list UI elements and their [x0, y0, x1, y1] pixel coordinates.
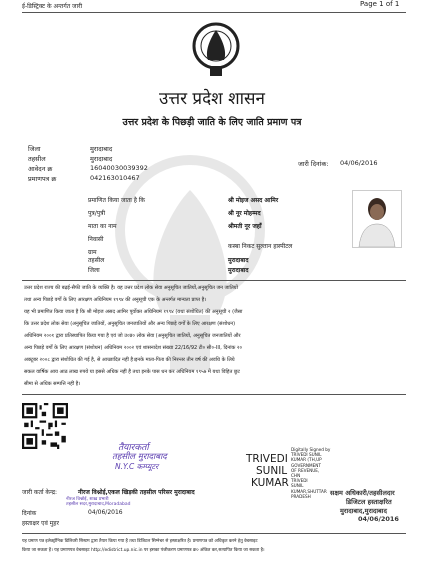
district-value: मुरादाबाद: [90, 145, 113, 153]
header-title: उत्तर प्रदेश शासन: [159, 89, 265, 109]
cert-no-value: 042163010467: [90, 174, 140, 182]
signer-name-line: TRIVEDI: [246, 453, 288, 465]
issuer-value: नीरज विश्नोई,एकल खिड़की तहसील परिसर मुरादाबाद: [78, 489, 195, 496]
body-line: उत्तर प्रदेश राज्य की बढ़ई-सैफी जाति के व्यक्ति है। यह उत्तर प्रदेश लोक सेवा अनुसूचित जातियों,अनुसूचित जन जातियों: [24, 285, 238, 291]
tehsil-stamp: तहसील मुरादाबाद: [112, 452, 167, 462]
detail-value: श्री नूर मोहम्मद: [228, 210, 261, 217]
sign-seal-label: हस्ताक्षर एवं मुहर: [22, 520, 59, 527]
app-no-value: 16040030039392: [90, 164, 148, 172]
issuer-sub: नीरज विश्नोई, शाख़ प्रभारी: [66, 497, 109, 502]
prepared-by-stamp: तैयारकर्ता: [118, 443, 149, 453]
body-line: सकल वार्षिक आय आठ लाख रुपये या इससे अधिक नहीं है तथा इनके पास धन कर अधिनियम १९५७ में यथा विहित छूट: [24, 369, 240, 375]
top-rule: [22, 12, 406, 13]
issue-date-label: जारी दिनांक:: [298, 160, 329, 168]
authority-stamp-line: मुरादाबाद,मुरादाबाद: [340, 507, 387, 515]
body-line: कि उत्तर प्रदेश लोक सेवा (अनुसूचित जातियों, अनुसूचित जनजातियों और अन्य पिछड़े वर्गों के लिए आरक्षण (संशोधन): [24, 321, 236, 327]
app-no-label: आवेदन क्र: [28, 165, 53, 173]
authority-stamp: सक्षम अधिकारी/तहसीलदार: [330, 489, 395, 497]
page-number: Page 1 of 1: [360, 0, 400, 8]
footer-rule: [22, 533, 406, 534]
signature-details: Digitally Signed by TRIVEDI SUNIL KUMAR (TH,UP GOVERNMENT OF REVENUE, CHN TRIVEDI SUNIL KUMAR,SHUTTAR PRADESH: [291, 447, 331, 499]
issuer-label: जारी कर्ता केन्द्र:: [22, 489, 58, 496]
section-rule: [22, 280, 406, 281]
detail-label: तहसील: [88, 257, 105, 264]
bottom-note: किया जा सकता है। यह प्रमाणपत्र वेबसाइट http://edistrict.up.nic.in पर इसका पंजीकरण प्रमाणपत्र क्र० अंकित कर,सत्यापित किया जा सकता है।: [22, 548, 265, 553]
body-line: अन्य पिछड़े वर्गों के लिए आरक्षण (संशोधन) अधिनियम २००२ एवं शासनादेश संख्या 22/16/92 टी० सी०-III, दिनांक २०: [24, 345, 243, 351]
body-line: यह भी प्रमाणित किया जाता है कि श्री मोइज असद आमिर पूर्वोक्त अधिनियम १९९४ (यथा संशोधित) की अनुसूची २ (जैसा: [24, 309, 243, 315]
detail-value: मुरादाबाद: [228, 257, 249, 264]
date-label: दिनांक: [22, 510, 37, 517]
person-icon: [353, 191, 401, 247]
detail-value: मुरादाबाद: [228, 267, 249, 274]
applicant-photo: [352, 190, 402, 248]
cert-no-label: प्रमाणपत्र क्र: [28, 175, 57, 183]
body-line: सीमा से अधिक सम्पत्ति नहीं है।: [24, 381, 81, 387]
signer-name-line: SUNIL: [256, 465, 288, 477]
detail-label: माता का नाम: [88, 223, 117, 230]
detail-label: पुत्र/पुत्री: [88, 210, 106, 217]
edistrict-note: ई-डिस्ट्रिक्ट के अन्तर्गत जारी: [22, 3, 83, 10]
body-line: अक्टूबर २००८ द्वारा संशोधित की गई है, से आच्छादित नहीं है।इनके माता-पिता की निरन्तर तीन वर्ष की अवधि के लिये: [24, 357, 235, 363]
bottom-note: यह प्रमाण पत्र इलेक्ट्रॉनिक डिलिवरी सिस्टम द्वारा तैयार किया गया है तथा डिजिटल सिग्नेचर से हस्ताक्षरित है। प्रमाणपत्र को अधिकृत करने हेतु वेबसाइट: [22, 539, 258, 544]
body-line: अधिनियम २००१ द्वारा प्रतिस्थापित किया गया है एवं जो उ०प्र० लोक सेवा (अनुसूचित जातियों, अनुसूचित जनजातियों और: [24, 333, 241, 339]
computer-stamp: N.Y.C कम्प्यूटर: [115, 462, 159, 471]
qr-code: [22, 403, 68, 449]
up-emblem: [190, 20, 242, 78]
body-line: तथा अन्य पिछड़े वर्गों के लिए आरक्षण अधिनियम १९९४ की अनुसूची एक के अन्तर्गत मान्यता प्राप्त है।: [24, 297, 207, 303]
detail-value: श्रीमती नूर जहाँ: [228, 223, 262, 230]
authority-date: 04/06/2016: [358, 515, 399, 523]
detail-label: निवासी: [88, 236, 104, 243]
section-rule: [22, 394, 406, 395]
tehsil-value: मुरादाबाद: [90, 155, 113, 163]
detail-value: कस्बा निकट सुल्तान हास्पीटल: [228, 243, 293, 250]
detail-label: जिला: [88, 267, 100, 274]
issuer-sub: तहसील सदर,मुरादाबाद,Moradabad: [66, 502, 131, 507]
signer-name-line: KUMAR: [251, 477, 289, 489]
issue-date-value: 04/06/2016: [340, 159, 378, 167]
date-value: 04/06/2016: [88, 509, 123, 516]
district-label: जिला: [28, 145, 41, 153]
header-subtitle: उत्तर प्रदेश के पिछड़ी जाति के लिए जाति प्रमाण पत्र: [122, 117, 302, 128]
detail-label: ग्राम: [88, 249, 97, 256]
detail-value: श्री मोइज असद आमिर: [228, 197, 279, 204]
detail-label: प्रमाणित किया जाता है कि: [88, 197, 146, 204]
authority-stamp-line: डिजिटल हस्ताक्षरित: [346, 498, 392, 506]
tehsil-label: तहसील: [28, 155, 46, 163]
